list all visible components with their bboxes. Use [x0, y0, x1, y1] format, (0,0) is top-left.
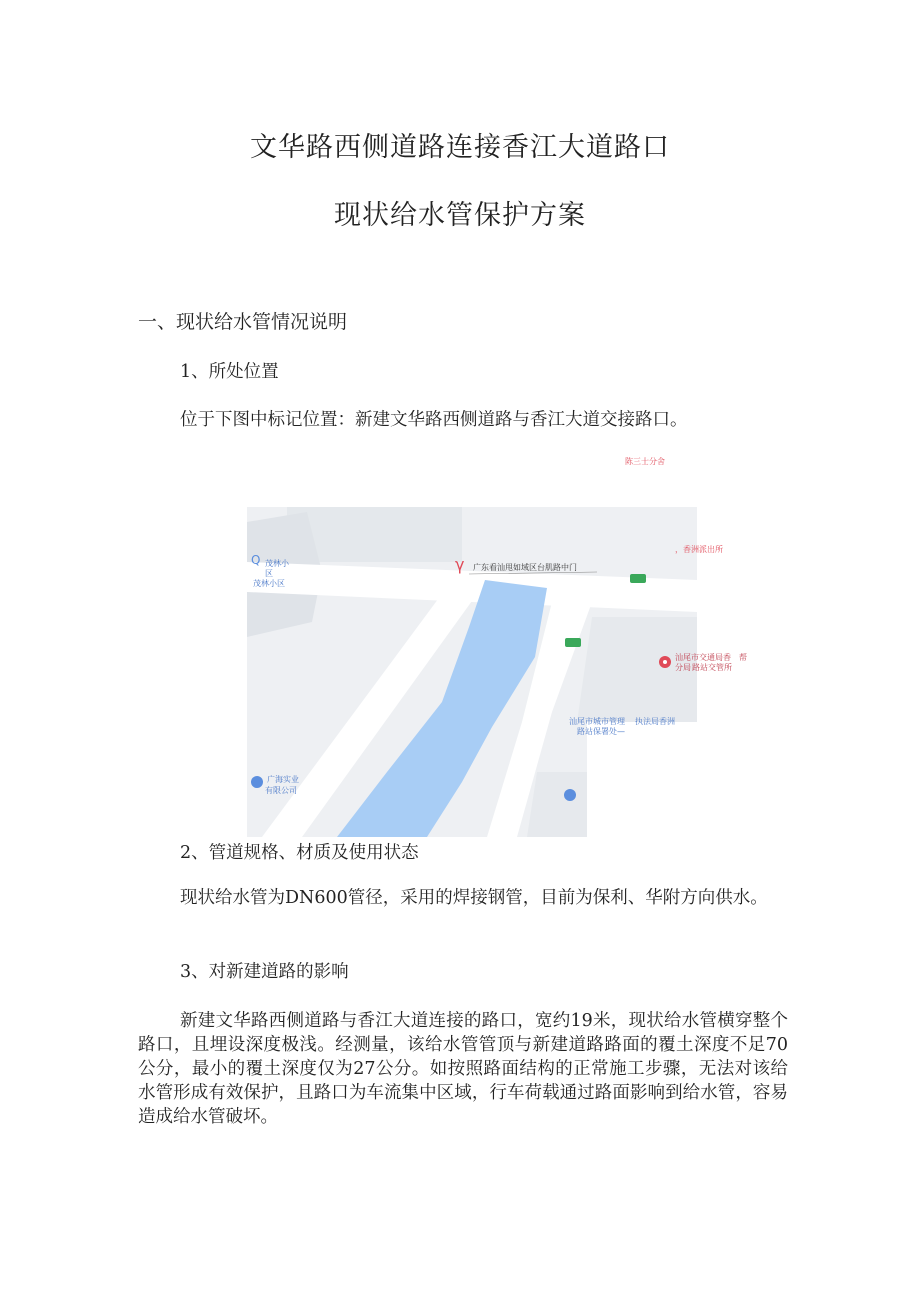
location-paragraph: 位于下图中标记位置：新建文华路西侧道路与香江大道交接路口。	[180, 410, 688, 430]
map-label: ，香洲派出所	[675, 545, 723, 554]
section-heading: 一、现状给水管情况说明	[138, 311, 348, 333]
map-label: 陈三士分舍	[625, 457, 665, 466]
map-label: 路站保署处—	[577, 727, 625, 736]
map-label: 汕尾市城市管理	[569, 717, 625, 726]
subheading-pipe-spec: 2、管道规格、材质及使用状态	[180, 843, 419, 863]
pipe-spec-paragraph: 现状给水管为DN600管径，采用的焊接钢管，目前为保利、华附方向供水。	[180, 888, 768, 908]
map-label: 汕尾市交通局香	[675, 653, 731, 662]
subheading-impact: 3、对新建道路的影响	[180, 962, 349, 982]
map-label: 分局	[675, 663, 691, 672]
subheading-location: 1、所处位置	[180, 362, 279, 382]
map-label: 帮	[739, 653, 747, 662]
poi-pin-icon: Q	[251, 553, 261, 567]
road-sign-icon	[630, 574, 646, 583]
document-title-line-1: 文华路西侧道路连接香江大道路口	[250, 132, 670, 163]
map-label: 茂林小区	[253, 579, 285, 588]
document-title-line-2: 现状给水管保护方案	[334, 200, 586, 231]
location-marker-icon: γ	[455, 555, 465, 574]
poi-pin-icon	[564, 789, 576, 801]
map-label: 路站交管所	[692, 663, 732, 672]
location-map	[247, 452, 747, 837]
map-label: 区	[265, 569, 273, 578]
map-label: 广东看汕甩如域区台肌路中门	[473, 563, 577, 572]
map-block	[527, 772, 587, 837]
poi-pin-icon	[251, 776, 263, 788]
map-label: 茂林小	[265, 559, 289, 568]
map-label: 广海实业	[267, 775, 299, 784]
impact-paragraph: 新建文华路西侧道路与香江大道连接的路口，宽约19米，现状给水管横穿整个路口，且埋设深度极浅。经测量，该给水管管顶与新建道路路面的覆土深度不足70公分，最小的覆土深度仅为27公分。如按照路面结构的正常施工步骤，无法对该给水管形成有效保护，且路口为车流集中区域，行车荷载通过路面影响到给水管，容易造成给水管破坏。	[138, 1011, 788, 1127]
road-sign-icon	[565, 638, 581, 647]
map-label: 执法局香洲	[635, 717, 675, 726]
map-label: 有限公司	[265, 786, 297, 795]
